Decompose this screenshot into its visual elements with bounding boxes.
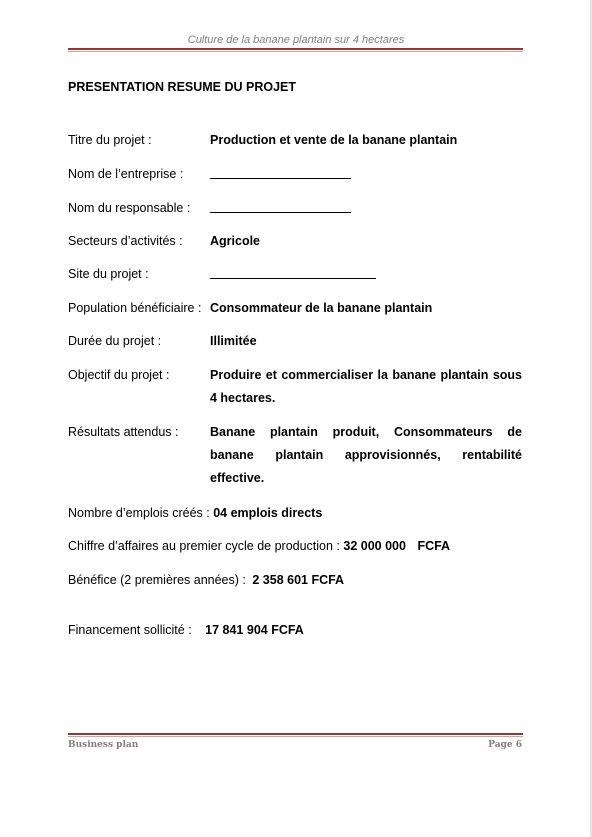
field-label: Résultats attendus : <box>68 425 179 439</box>
emplois-label: Nombre d’emplois créés : <box>68 506 210 520</box>
emplois-row <box>68 502 322 525</box>
field-value: Consommateur de la banane plantain <box>210 301 433 315</box>
blank-line <box>210 263 376 279</box>
field-value: Banane plantain produit, Consommateurs de banane plantain approvisionnés, rentabilité effective. <box>210 425 522 485</box>
field-value: Production et vente de la banane plantain <box>210 133 458 147</box>
financement-row <box>68 619 304 642</box>
field-label: Nom de l’entreprise : <box>68 167 184 181</box>
field-label: Titre du projet : <box>68 133 152 147</box>
field-value: Agricole <box>210 234 261 248</box>
header-rule <box>68 48 523 52</box>
field-label: Secteurs d’activités : <box>68 234 183 248</box>
running-header: Culture de la banane plantain sur 4 hectares <box>187 34 405 46</box>
benefice-value: 2 358 601 FCFA <box>252 573 345 587</box>
benefice-label: Bénéfice (2 premières années) : <box>68 573 246 587</box>
chiffre-affaires-row <box>68 535 450 558</box>
field-value: Illimitée <box>210 334 257 348</box>
field-label: Population bénéficiaire : <box>68 301 202 315</box>
chiffre-affaires-value: 32 000 000 <box>343 539 406 553</box>
field-label: Durée du projet : <box>68 334 162 348</box>
financement-value: 17 841 904 FCFA <box>205 623 304 637</box>
benefice-row <box>68 569 344 592</box>
field-label: Objectif du projet : <box>68 368 170 382</box>
field-label: Nom du responsable : <box>68 201 191 215</box>
financement-label: Financement sollicité : <box>68 623 192 637</box>
blank-line <box>210 197 351 213</box>
footer-rule <box>68 733 523 737</box>
blank-line <box>210 163 351 179</box>
chiffre-affaires-unit: FCFA <box>417 539 451 553</box>
footer-left-text: Business plan <box>68 740 139 750</box>
emplois-value: 04 emplois directs <box>213 506 323 520</box>
document-title: PRESENTATION RESUME DU PROJET <box>68 80 297 94</box>
field-label: Site du projet : <box>68 267 149 281</box>
field-value: Produire et commercialiser la banane plantain sous 4 hectares. <box>210 368 522 405</box>
chiffre-affaires-label: Chiffre d’affaires au premier cycle de production : <box>68 539 340 553</box>
page-number: Page 6 <box>488 740 522 750</box>
